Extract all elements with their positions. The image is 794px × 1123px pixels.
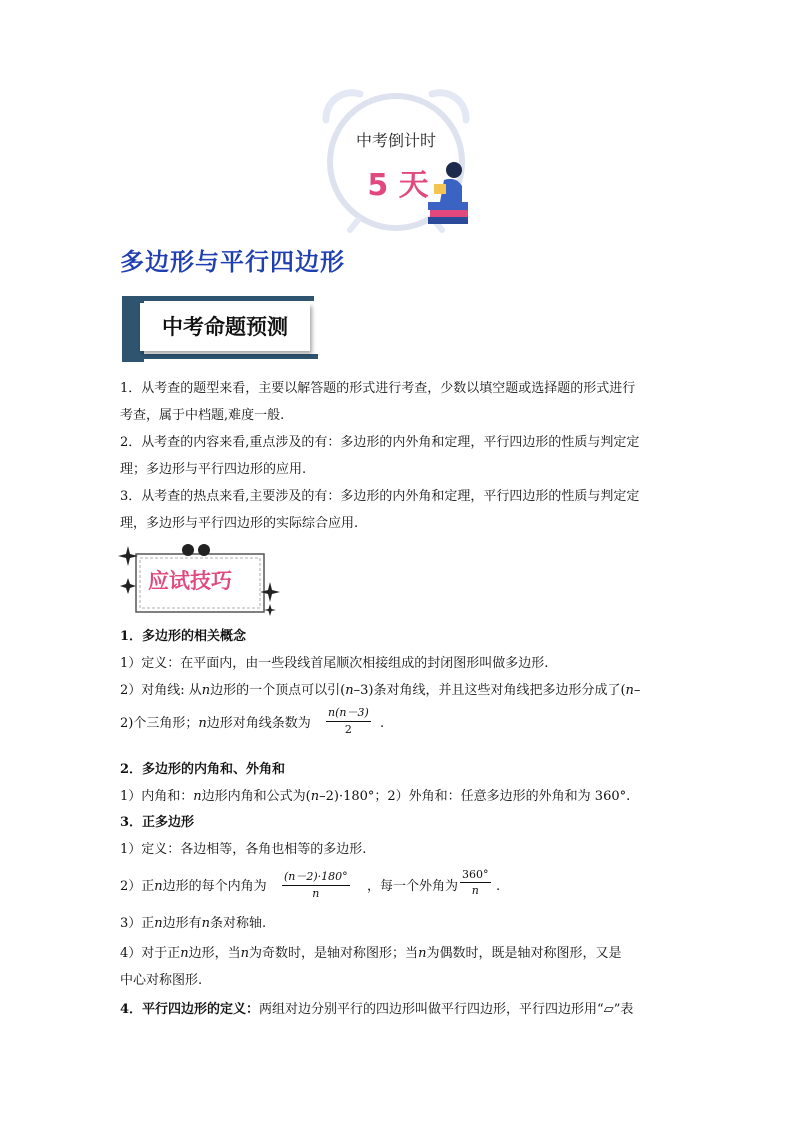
section-header-prediction: [122, 296, 318, 362]
tip-3-interior-angle: 2）正n边形的每个内角为: [120, 879, 267, 894]
tip-2-angle-sum: 1）内角和：n边形内角和公式为(n–2)·180°；2）外角和：任意多边形的外角和为 360°.: [120, 789, 631, 804]
prediction-3-line1: 3．从考查的热点来看,主要涉及的有：多边形的内外角和定理，平行四边形的性质与判定定: [120, 489, 640, 504]
tip-3-symmetry-line1: 4）对于正n边形，当n为奇数时，是轴对称图形；当n为偶数时，既是轴对称图形，又是: [120, 946, 622, 961]
sparkle-icon: [264, 604, 276, 616]
tip-heading-3: 3．正多边形: [120, 815, 195, 830]
tip-heading-2: 2．多边形的内角和、外角和: [120, 762, 286, 777]
section-heading-tips: 应试技巧: [148, 569, 232, 593]
badge-countdown: [338, 160, 458, 204]
sparkle-icon: [260, 582, 280, 602]
section-heading: 中考命题预测: [162, 315, 288, 339]
tip-heading-1: 1．多边形的相关概念: [120, 629, 247, 644]
tip-1-definition: 1）定义：在平面内，由一些段线首尾顺次相接组成的封闭图形叫做多边形.: [120, 656, 549, 671]
tip-3-symmetry-line2: 中心对称图形.: [120, 973, 203, 988]
prediction-3-line2: 理，多边形与平行四边形的实际综合应用.: [120, 516, 359, 531]
prediction-1-line2: 考查，属于中档题,难度一般.: [120, 408, 285, 423]
tip-1-diagonal-line2: 2)个三角形；n边形对角线条数为: [120, 716, 311, 731]
badge-title: 中考倒计时: [355, 131, 436, 150]
sparkle-icon: [118, 546, 138, 566]
exterior-angle-fraction: $\frac{360^\circ}{n}$: [462, 868, 489, 897]
prediction-1-line1: 1．从考查的题型来看，主要以解答题的形式进行考查，少数以填空题或选择题的形式进行: [120, 381, 636, 396]
prediction-2-line1: 2．从考查的内容来看,重点涉及的有：多边形的内外角和定理，平行四边形的性质与判定定: [120, 435, 640, 450]
tip-1-diagonal-line1: 2）对角线: 从n边形的一个顶点可以引(n–3)条对角线，并且这些对角线把多边形分成了(n–: [120, 683, 641, 698]
tip-3-definition: 1）定义：各边相等，各角也相等的多边形.: [120, 842, 367, 857]
prediction-2-line2: 理；多边形与平行四边形的应用.: [120, 462, 307, 477]
tip-3-symmetry-axes: 3）正n边形有n条对称轴.: [120, 916, 267, 931]
badge-unit: 天: [398, 168, 429, 203]
tip-4-parallelogram-definition: 4．平行四边形的定义：两组对边分别平行的四边形叫做平行四边形，平行四边形用“▱”表: [120, 1002, 634, 1017]
document-title: 多边形与平行四边形: [120, 248, 345, 276]
sparkle-icon: [120, 578, 136, 594]
diagonal-count-fraction: $\frac{n(n-3)}{2}$: [328, 706, 369, 736]
interior-angle-fraction: $\frac{(n-2)\cdot 180^\circ}{n}$: [284, 870, 348, 900]
badge-number: 5: [367, 168, 389, 203]
